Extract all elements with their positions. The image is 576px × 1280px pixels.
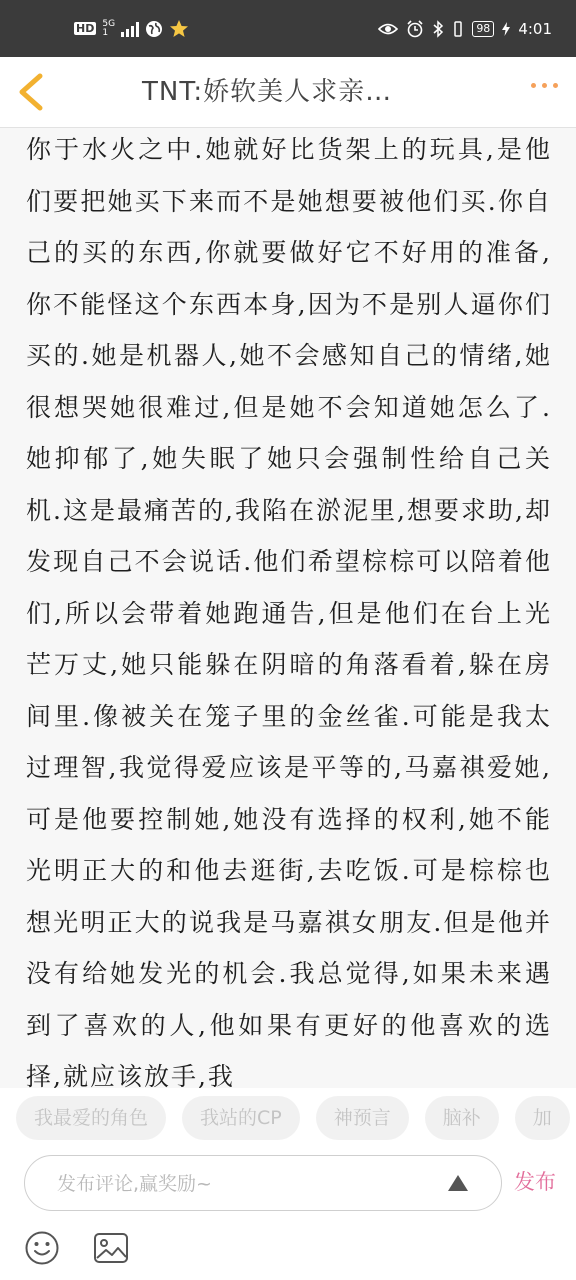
- publish-button[interactable]: 发布: [514, 1170, 556, 1194]
- battery-level: 98: [472, 21, 494, 37]
- clock-time: 4:01: [518, 19, 552, 38]
- chevron-left-icon[interactable]: [14, 72, 54, 112]
- article-text: 你于水火之中.她就好比货架上的玩具,是他们要把她买下来而不是她想要被他们买.你自己的买的东西,你就要做好它不好用的准备,你不能怪这个东西本身,因为不是别人逼你们买的.她是机器人,她不会感知自己的情绪,她很想哭她很难过,但是她不会知道她怎么了.她抑郁了,她失眠了她只会强制性给自己关机.这是最痛苦的,我陷在淤泥里,想要求助,却发现自己不会说话.他们希望棕棕可以陪着他们,所以会带着她跑通告,但是他们在台上光芒万丈,她只能躲在阴暗的角落看着,躲在房间里.像被关在笼子里的金丝雀.可能是我太过理智,我觉得爱应该是平等的,马嘉祺爱她,可是他要控制她,她没有选择的权利,她不能光明正大的和他去逛街,去吃饭.可是棕棕也想光明正大的说我是马嘉祺女朋友.但是他并没有给她发光的机会.我总觉得,如果未来遇到了喜欢的人,他如果有更好的他喜欢的选择,就应该放手,我: [26, 135, 552, 1088]
- tag-item-favorite-character[interactable]: 我最爱的角色: [16, 1096, 166, 1140]
- status-left: [74, 0, 189, 57]
- comment-box[interactable]: [24, 1155, 502, 1211]
- reader-header: [0, 57, 576, 128]
- tag-item-my-cp[interactable]: 我站的CP: [182, 1096, 300, 1140]
- image-icon[interactable]: [93, 1232, 129, 1264]
- bluetooth-icon: [432, 20, 444, 38]
- status-right: [378, 0, 552, 57]
- star-icon: [169, 19, 189, 39]
- tag-list: [16, 1096, 570, 1140]
- network-label: 5G: [102, 18, 116, 29]
- tag-item-prophecy[interactable]: 神预言: [316, 1096, 409, 1140]
- article-content[interactable]: [0, 128, 576, 1088]
- hd-badge: HD: [76, 22, 95, 35]
- status-bar: [0, 0, 576, 57]
- page-title: TNT:娇软美人求亲…: [142, 77, 393, 107]
- comment-panel: [0, 1088, 576, 1280]
- comment-input[interactable]: [55, 1156, 439, 1212]
- vibrate-icon: [452, 20, 464, 38]
- triangle-up-icon[interactable]: [447, 1174, 469, 1192]
- tag-item-add[interactable]: 加: [515, 1096, 570, 1140]
- signal-icon: [121, 21, 139, 37]
- charging-icon: [502, 22, 510, 36]
- globe-icon: [145, 20, 163, 38]
- alarm-icon: [406, 20, 424, 38]
- eye-icon: [378, 22, 398, 36]
- emoji-icon[interactable]: [24, 1230, 60, 1266]
- tag-item-imagine[interactable]: 脑补: [425, 1096, 499, 1140]
- network-sub-label: 1: [102, 27, 109, 38]
- network-type: [102, 20, 115, 38]
- more-dots-icon[interactable]: [531, 83, 558, 88]
